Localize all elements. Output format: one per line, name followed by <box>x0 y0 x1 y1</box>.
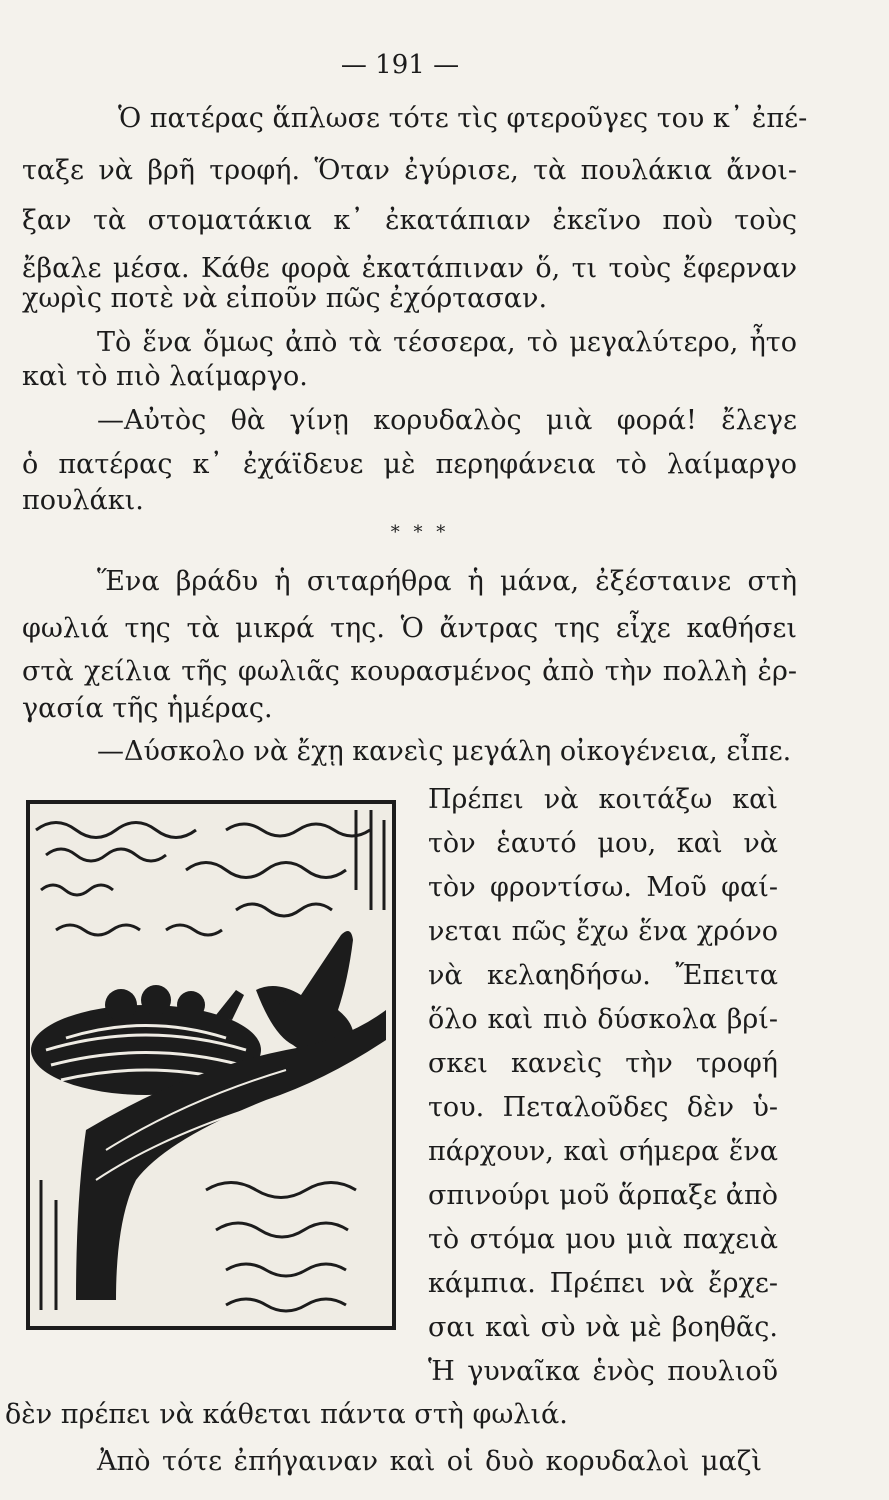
text-line: ἔβαλε μέσα. Κάθε φορὰ ἐκατάπιναν ὅ, τι τοὺς ἔφερναν <box>22 253 797 284</box>
text-line: ταξε νὰ βρῆ τροφή. Ὅταν ἐγύρισε, τὰ πουλάκια ἄνοι- <box>22 155 797 186</box>
text-line: —Αὐτὸς θὰ γίνῃ κορυδαλὸς μιὰ φορά! ἔλεγε <box>97 405 797 436</box>
text-line: τὸν ἑαυτό μου, καὶ νὰ <box>428 828 778 859</box>
nest-woodcut-illustration <box>26 800 396 1330</box>
text-line: δὲν πρέπει νὰ κάθεται πάντα στὴ φωλιά. <box>5 1399 568 1430</box>
text-line: νεται πῶς ἔχω ἕνα χρόνο <box>428 916 778 947</box>
text-line: νὰ κελαηδήσω. Ἔπειτα <box>428 960 778 991</box>
text-line: χωρὶς ποτὲ νὰ εἰποῦν πῶς ἐχόρτασαν. <box>22 283 548 314</box>
text-line: ξαν τὰ στοματάκια κ᾽ ἐκατάπιαν ἐκεῖνο ποὺ τοὺς <box>22 205 797 236</box>
page-number: — 191 — <box>340 50 460 80</box>
text-line: γασία τῆς ἡμέρας. <box>22 693 273 724</box>
text-line: —Δύσκολο νὰ ἔχῃ κανεὶς μεγάλη οἰκογένεια, εἶπε. <box>97 736 792 767</box>
section-separator: * * * <box>390 522 450 543</box>
text-line: Ἡ γυναῖκα ἑνὸς πουλιοῦ <box>428 1356 778 1387</box>
text-line: Ἕνα βράδυ ἡ σιταρήθρα ἡ μάνα, ἐξέσταινε στὴ <box>97 566 797 597</box>
text-line: καὶ τὸ πιὸ λαίμαργο. <box>22 361 308 392</box>
text-line: του. Πεταλοῦδες δὲν ὑ- <box>428 1092 778 1123</box>
text-line: ὁ πατέρας κ᾽ ἐχάϊδευε μὲ περηφάνεια τὸ λαίμαργο <box>22 449 797 480</box>
text-line: σπινούρι μοῦ ἅρπαξε ἀπὸ <box>428 1180 778 1211</box>
text-line: κάμπια. Πρέπει νὰ ἔρχε- <box>428 1268 778 1299</box>
text-line: ὅλο καὶ πιὸ δύσκολα βρί- <box>428 1004 778 1035</box>
text-line: Ἀπὸ τότε ἐπήγαιναν καὶ οἱ δυὸ κορυδαλοὶ μαζὶ <box>97 1446 762 1477</box>
text-line: φωλιά της τὰ μικρά της. Ὁ ἄντρας της εἶχε καθήσει <box>22 613 797 644</box>
text-line: πάρχουν, καὶ σήμερα ἕνα <box>428 1136 778 1167</box>
text-line: πουλάκι. <box>22 485 144 516</box>
text-line: τὸ στόμα μου μιὰ παχειὰ <box>428 1224 778 1255</box>
text-line: Ὁ πατέρας ἅπλωσε τότε τὶς φτεροῦγες του κ᾽ ἐπέ- <box>118 103 808 134</box>
text-line: Τὸ ἕνα ὅμως ἀπὸ τὰ τέσσερα, τὸ μεγαλύτερο, ἦτο <box>97 327 797 358</box>
text-line: σκει κανεὶς τὴν τροφή <box>428 1048 778 1079</box>
text-line: στὰ χείλια τῆς φωλιᾶς κουρασμένος ἀπὸ τὴν πολλὴ ἐρ- <box>22 656 797 687</box>
text-line: τὸν φροντίσω. Μοῦ φαί- <box>428 872 778 903</box>
text-line: σαι καὶ σὺ νὰ μὲ βοηθᾶς. <box>428 1312 778 1343</box>
text-line: Πρέπει νὰ κοιτάξω καὶ <box>428 784 778 815</box>
